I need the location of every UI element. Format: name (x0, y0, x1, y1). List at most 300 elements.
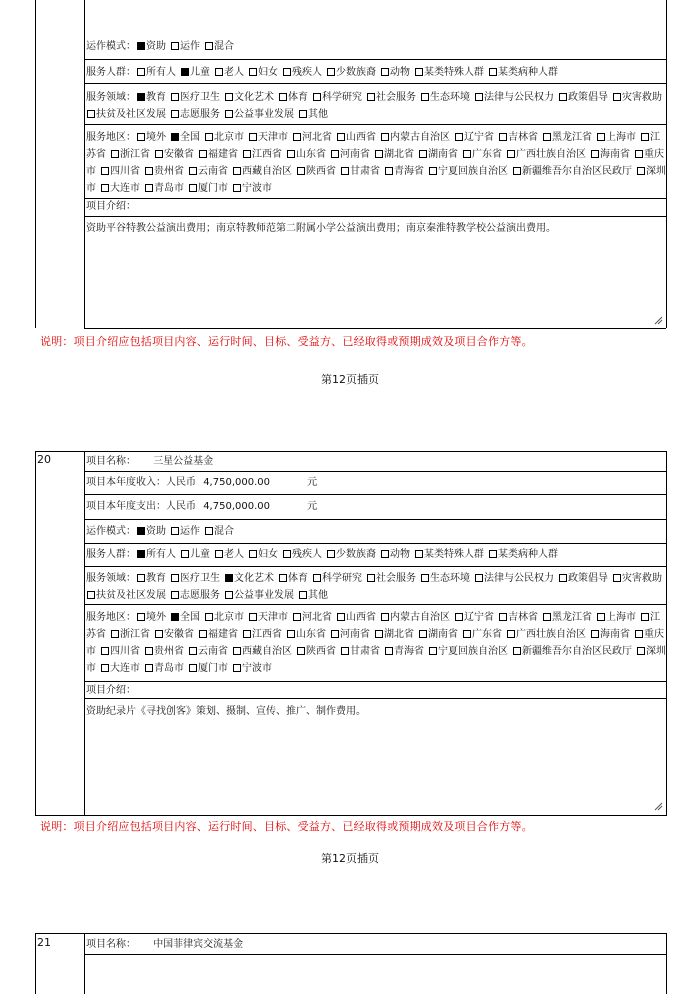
checked-checkbox-icon[interactable] (181, 68, 189, 76)
checkbox-icon[interactable] (189, 184, 197, 192)
expense-value[interactable]: 4,750,000.00 (203, 501, 270, 512)
option-label: 政策倡导 (568, 573, 608, 584)
option-item (340, 646, 380, 657)
checkbox-icon[interactable] (171, 527, 179, 535)
checkbox-icon[interactable] (415, 550, 423, 558)
checkbox-icon[interactable] (87, 591, 95, 599)
option-item (286, 629, 326, 640)
option-item (462, 149, 502, 160)
checkbox-icon[interactable] (591, 150, 599, 158)
option-item (232, 663, 272, 674)
option-label: 河南省 (340, 149, 370, 160)
option-label: 资助 (146, 41, 166, 52)
option-label: 儿童 (190, 67, 210, 78)
option-item (380, 549, 410, 560)
option-item (136, 612, 166, 623)
checkbox-icon[interactable] (145, 167, 153, 175)
expense-row (86, 500, 666, 514)
option-label: 资助 (146, 526, 166, 537)
option-label: 江西省 (252, 629, 282, 640)
option-label: 内蒙古自治区 (390, 612, 450, 623)
option-item (590, 629, 630, 640)
resize-grip-icon[interactable] (654, 316, 663, 325)
income-value[interactable]: 4,750,000.00 (203, 477, 270, 488)
checkbox-icon[interactable] (591, 630, 599, 638)
option-item (612, 573, 662, 584)
option-item (248, 612, 288, 623)
option-label: 陕西省 (306, 166, 336, 177)
checkbox-icon[interactable] (145, 664, 153, 672)
checkbox-icon[interactable] (283, 550, 291, 558)
option-item (144, 183, 184, 194)
option-label: 老人 (224, 67, 244, 78)
option-label: 少数族裔 (336, 67, 376, 78)
checkbox-icon[interactable] (375, 150, 383, 158)
option-label: 深圳市 (86, 646, 666, 674)
checkbox-icon[interactable] (287, 630, 295, 638)
option-item (542, 132, 592, 143)
checkbox-icon[interactable] (171, 42, 179, 50)
checkbox-icon[interactable] (381, 68, 389, 76)
option-label: 全国 (180, 132, 200, 143)
option-label: 生态环境 (430, 573, 470, 584)
option-label: 福建省 (208, 149, 238, 160)
checked-checkbox-icon[interactable] (171, 613, 179, 621)
option-label: 残疾人 (292, 67, 322, 78)
option-item (296, 166, 336, 177)
checkbox-icon[interactable] (233, 167, 241, 175)
checkbox-icon[interactable] (513, 647, 521, 655)
checkbox-icon[interactable] (543, 133, 551, 141)
option-label: 江西省 (252, 149, 282, 160)
checkbox-icon[interactable] (205, 42, 213, 50)
operation-mode-row (86, 40, 666, 54)
checkbox-icon[interactable] (635, 150, 643, 158)
checkbox-icon[interactable] (489, 68, 497, 76)
option-label: 混合 (214, 41, 234, 52)
option-label: 生态环境 (430, 92, 470, 103)
option-item (380, 132, 450, 143)
option-item (336, 132, 376, 143)
option-label: 混合 (214, 526, 234, 537)
checkbox-icon[interactable] (299, 591, 307, 599)
option-item (198, 629, 238, 640)
checked-checkbox-icon[interactable] (225, 574, 233, 582)
service-crowd-row (86, 548, 666, 562)
option-item (488, 549, 558, 560)
option-item (506, 149, 586, 160)
option-label: 上海市 (606, 132, 636, 143)
option-label: 其他 (308, 109, 328, 120)
option-item (596, 132, 636, 143)
checked-checkbox-icon[interactable] (137, 42, 145, 50)
option-label: 宁夏回族自治区 (438, 166, 508, 177)
option-item (170, 41, 200, 52)
option-label: 四川省 (110, 646, 140, 657)
checkbox-icon[interactable] (299, 110, 307, 118)
checkbox-icon[interactable] (101, 167, 109, 175)
checkbox-icon[interactable] (233, 184, 241, 192)
checkbox-icon[interactable] (613, 93, 621, 101)
option-item (248, 549, 278, 560)
checkbox-icon[interactable] (297, 167, 305, 175)
checkbox-icon[interactable] (331, 150, 339, 158)
option-label: 西藏自治区 (242, 166, 292, 177)
checkbox-icon[interactable] (171, 591, 179, 599)
option-item (110, 149, 150, 160)
option-label: 北京市 (214, 612, 244, 623)
checkbox-icon[interactable] (233, 664, 241, 672)
checkbox-icon[interactable] (243, 630, 251, 638)
option-item (380, 67, 410, 78)
option-item (110, 629, 150, 640)
option-item (286, 149, 326, 160)
checkbox-icon[interactable] (145, 184, 153, 192)
option-label: 内蒙古自治区 (390, 132, 450, 143)
option-item (474, 573, 554, 584)
checkbox-icon[interactable] (559, 93, 567, 101)
checkbox-icon[interactable] (489, 550, 497, 558)
checkbox-icon[interactable] (199, 150, 207, 158)
checked-checkbox-icon[interactable] (137, 527, 145, 535)
checkbox-icon[interactable] (205, 133, 213, 141)
option-label: 灾害救助 (622, 92, 662, 103)
option-label: 新疆维吾尔自治区民政厅 (522, 166, 632, 177)
checkbox-icon[interactable] (111, 630, 119, 638)
checkbox-icon[interactable] (101, 647, 109, 655)
option-label: 医疗卫生 (180, 573, 220, 584)
option-label: 贵州省 (154, 166, 184, 177)
option-label: 河北省 (302, 132, 332, 143)
option-item (282, 549, 322, 560)
option-item (188, 166, 228, 177)
option-label: 广东省 (472, 629, 502, 640)
option-label: 海南省 (600, 149, 630, 160)
option-item (170, 573, 220, 584)
checkbox-icon[interactable] (279, 93, 287, 101)
checkbox-icon[interactable] (421, 93, 429, 101)
checkbox-icon[interactable] (597, 613, 605, 621)
option-label: 科学研究 (322, 92, 362, 103)
checkbox-icon[interactable] (635, 630, 643, 638)
checkbox-icon[interactable] (429, 167, 437, 175)
checkbox-icon[interactable] (341, 167, 349, 175)
checkbox-icon[interactable] (181, 550, 189, 558)
option-label: 动物 (390, 549, 410, 560)
checkbox-icon[interactable] (463, 150, 471, 158)
checked-checkbox-icon[interactable] (137, 550, 145, 558)
option-item (612, 92, 662, 103)
checkbox-icon[interactable] (137, 574, 145, 582)
option-label: 法律与公民权力 (484, 573, 554, 584)
row-label: 服务地区： (86, 612, 136, 623)
option-label: 浙江省 (120, 629, 150, 640)
service-region-row (86, 129, 666, 197)
option-item (136, 573, 166, 584)
option-label: 境外 (146, 132, 166, 143)
checkbox-icon[interactable] (293, 613, 301, 621)
option-label: 上海市 (606, 612, 636, 623)
option-item (214, 549, 244, 560)
checkbox-icon[interactable] (637, 647, 645, 655)
option-item (144, 646, 184, 657)
checkbox-icon[interactable] (475, 93, 483, 101)
option-item (136, 132, 166, 143)
checkbox-icon[interactable] (507, 150, 515, 158)
checkbox-icon[interactable] (419, 630, 427, 638)
checkbox-icon[interactable] (415, 68, 423, 76)
option-label: 安徽省 (164, 149, 194, 160)
option-item (224, 590, 294, 601)
checkbox-icon[interactable] (641, 133, 649, 141)
checkbox-icon[interactable] (137, 613, 145, 621)
intro-label: 项目介绍： (86, 201, 136, 212)
option-item (224, 92, 274, 103)
option-label: 社会服务 (376, 92, 416, 103)
option-item (474, 92, 554, 103)
checkbox-icon[interactable] (385, 647, 393, 655)
row-number: 21 (37, 936, 51, 949)
checkbox-icon[interactable] (283, 68, 291, 76)
checkbox-icon[interactable] (199, 630, 207, 638)
option-item (366, 92, 416, 103)
option-label: 广西壮族自治区 (516, 629, 586, 640)
checkbox-icon[interactable] (313, 574, 321, 582)
option-label: 山西省 (346, 132, 376, 143)
option-item (454, 612, 494, 623)
checkbox-icon[interactable] (249, 550, 257, 558)
option-label: 教育 (146, 573, 166, 584)
option-item (100, 166, 140, 177)
checkbox-icon[interactable] (375, 630, 383, 638)
checkbox-icon[interactable] (367, 93, 375, 101)
option-item (542, 612, 592, 623)
option-item (366, 573, 416, 584)
option-item (136, 526, 166, 537)
checkbox-icon[interactable] (597, 133, 605, 141)
option-label: 黑龙江省 (552, 612, 592, 623)
checkbox-icon[interactable] (313, 93, 321, 101)
option-label: 法律与公民权力 (484, 92, 554, 103)
option-item (414, 67, 484, 78)
resize-grip-icon[interactable] (654, 802, 663, 811)
option-item (144, 663, 184, 674)
checkbox-icon[interactable] (341, 647, 349, 655)
row-label: 运作模式： (86, 41, 136, 52)
option-item (100, 663, 140, 674)
checkbox-icon[interactable] (171, 93, 179, 101)
option-label: 福建省 (208, 629, 238, 640)
option-label: 西藏自治区 (242, 646, 292, 657)
option-label: 某类病种人群 (498, 549, 558, 560)
checkbox-icon[interactable] (641, 613, 649, 621)
checkbox-icon[interactable] (543, 613, 551, 621)
checkbox-icon[interactable] (327, 68, 335, 76)
option-item (330, 149, 370, 160)
checkbox-icon[interactable] (137, 133, 145, 141)
option-item (232, 183, 272, 194)
checkbox-icon[interactable] (145, 647, 153, 655)
option-item (154, 629, 194, 640)
option-label: 甘肃省 (350, 646, 380, 657)
option-item (590, 149, 630, 160)
project-name-row (86, 938, 666, 952)
checkbox-icon[interactable] (507, 630, 515, 638)
checkbox-icon[interactable] (463, 630, 471, 638)
option-item (298, 590, 328, 601)
checkbox-icon[interactable] (331, 630, 339, 638)
checkbox-icon[interactable] (205, 527, 213, 535)
project-name-value[interactable]: 三星公益基金 (153, 456, 214, 467)
option-item (136, 67, 176, 78)
option-item (428, 646, 508, 657)
checkbox-icon[interactable] (233, 647, 241, 655)
option-label: 贵州省 (154, 646, 184, 657)
option-item (420, 92, 470, 103)
option-label: 江苏省 (86, 612, 660, 640)
option-label: 吉林省 (508, 132, 538, 143)
option-item (292, 132, 332, 143)
option-item (596, 612, 636, 623)
option-label: 体育 (288, 92, 308, 103)
checkbox-icon[interactable] (137, 68, 145, 76)
checkbox-icon[interactable] (189, 167, 197, 175)
checkbox-icon[interactable] (381, 550, 389, 558)
checkbox-icon[interactable] (189, 647, 197, 655)
service-region-row (86, 609, 666, 677)
checkbox-icon[interactable] (225, 93, 233, 101)
row-number: 20 (37, 453, 51, 466)
option-label: 其他 (308, 590, 328, 601)
option-item (154, 149, 194, 160)
checkbox-icon[interactable] (475, 574, 483, 582)
checkbox-icon[interactable] (297, 647, 305, 655)
checkbox-icon[interactable] (455, 613, 463, 621)
checkbox-icon[interactable] (171, 574, 179, 582)
checkbox-icon[interactable] (513, 167, 521, 175)
checkbox-icon[interactable] (455, 133, 463, 141)
option-label: 重庆市 (86, 149, 664, 177)
checkbox-icon[interactable] (155, 150, 163, 158)
intro-text[interactable]: 资助平谷特教公益演出费用；南京特教师范第二附属小学公益演出费用；南京秦淮特教学校公益演出费用。 (86, 223, 556, 234)
option-item (232, 166, 292, 177)
project-name-label: 项目名称： (86, 939, 136, 950)
option-label: 全国 (180, 612, 200, 623)
checkbox-icon[interactable] (559, 574, 567, 582)
option-item (292, 612, 332, 623)
option-label: 所有人 (146, 67, 176, 78)
checkbox-icon[interactable] (293, 133, 301, 141)
option-item (498, 612, 538, 623)
option-label: 政策倡导 (568, 92, 608, 103)
option-item (512, 646, 632, 657)
project-name-label: 项目名称： (86, 456, 136, 467)
checkbox-icon[interactable] (499, 133, 507, 141)
checked-checkbox-icon[interactable] (171, 133, 179, 141)
option-item (224, 109, 294, 120)
option-label: 重庆市 (86, 629, 664, 657)
checkbox-icon[interactable] (111, 150, 119, 158)
checkbox-icon[interactable] (419, 150, 427, 158)
option-item (144, 166, 184, 177)
checkbox-icon[interactable] (87, 110, 95, 118)
checkbox-icon[interactable] (101, 184, 109, 192)
checkbox-icon[interactable] (225, 591, 233, 599)
row-label: 服务领域： (86, 573, 136, 584)
checkbox-icon[interactable] (381, 133, 389, 141)
checkbox-icon[interactable] (171, 110, 179, 118)
option-label: 动物 (390, 67, 410, 78)
row-label: 服务地区： (86, 132, 136, 143)
checkbox-icon[interactable] (101, 664, 109, 672)
checkbox-icon[interactable] (385, 167, 393, 175)
option-item (330, 629, 370, 640)
option-item (136, 92, 166, 103)
checkbox-icon[interactable] (215, 68, 223, 76)
option-label: 残疾人 (292, 549, 322, 560)
checkbox-icon[interactable] (421, 574, 429, 582)
checkbox-icon[interactable] (249, 613, 257, 621)
checkbox-icon[interactable] (205, 613, 213, 621)
checkbox-icon[interactable] (499, 613, 507, 621)
option-label: 山东省 (296, 629, 326, 640)
checkbox-icon[interactable] (327, 550, 335, 558)
row-label: 服务人群： (86, 67, 136, 78)
checkbox-icon[interactable] (249, 68, 257, 76)
option-item (100, 183, 140, 194)
option-label: 扶贫及社区发展 (96, 590, 166, 601)
project-name-row (86, 455, 666, 469)
checkbox-icon[interactable] (155, 630, 163, 638)
option-item (188, 663, 228, 674)
income-row (86, 476, 666, 490)
checkbox-icon[interactable] (249, 133, 257, 141)
option-item (204, 526, 234, 537)
checkbox-icon[interactable] (287, 150, 295, 158)
option-item (336, 612, 376, 623)
option-item (298, 109, 328, 120)
project-name-value[interactable]: 中国菲律宾交流基金 (153, 939, 244, 950)
checkbox-icon[interactable] (337, 613, 345, 621)
expense-label: 项目本年度支出：人民币 (86, 501, 196, 512)
option-item (242, 149, 282, 160)
checkbox-icon[interactable] (367, 574, 375, 582)
checkbox-icon[interactable] (279, 574, 287, 582)
checkbox-icon[interactable] (637, 167, 645, 175)
option-item (312, 573, 362, 584)
checkbox-icon[interactable] (189, 664, 197, 672)
option-item (488, 67, 558, 78)
option-label: 志愿服务 (180, 109, 220, 120)
option-label: 运作 (180, 526, 200, 537)
service-field-row (86, 89, 666, 123)
option-label: 所有人 (146, 549, 176, 560)
checked-checkbox-icon[interactable] (137, 93, 145, 101)
checkbox-icon[interactable] (225, 110, 233, 118)
checkbox-icon[interactable] (381, 613, 389, 621)
checkbox-icon[interactable] (429, 647, 437, 655)
option-label: 扶贫及社区发展 (96, 109, 166, 120)
checkbox-icon[interactable] (613, 574, 621, 582)
checkbox-icon[interactable] (337, 133, 345, 141)
option-label: 河南省 (340, 629, 370, 640)
option-label: 青海省 (394, 646, 424, 657)
checkbox-icon[interactable] (215, 550, 223, 558)
option-label: 湖北省 (384, 149, 414, 160)
intro-text[interactable]: 资助纪录片《寻找创客》策划、摄制、宣传、推广、制作费用。 (86, 706, 366, 717)
checkbox-icon[interactable] (243, 150, 251, 158)
option-label: 厦门市 (198, 663, 228, 674)
